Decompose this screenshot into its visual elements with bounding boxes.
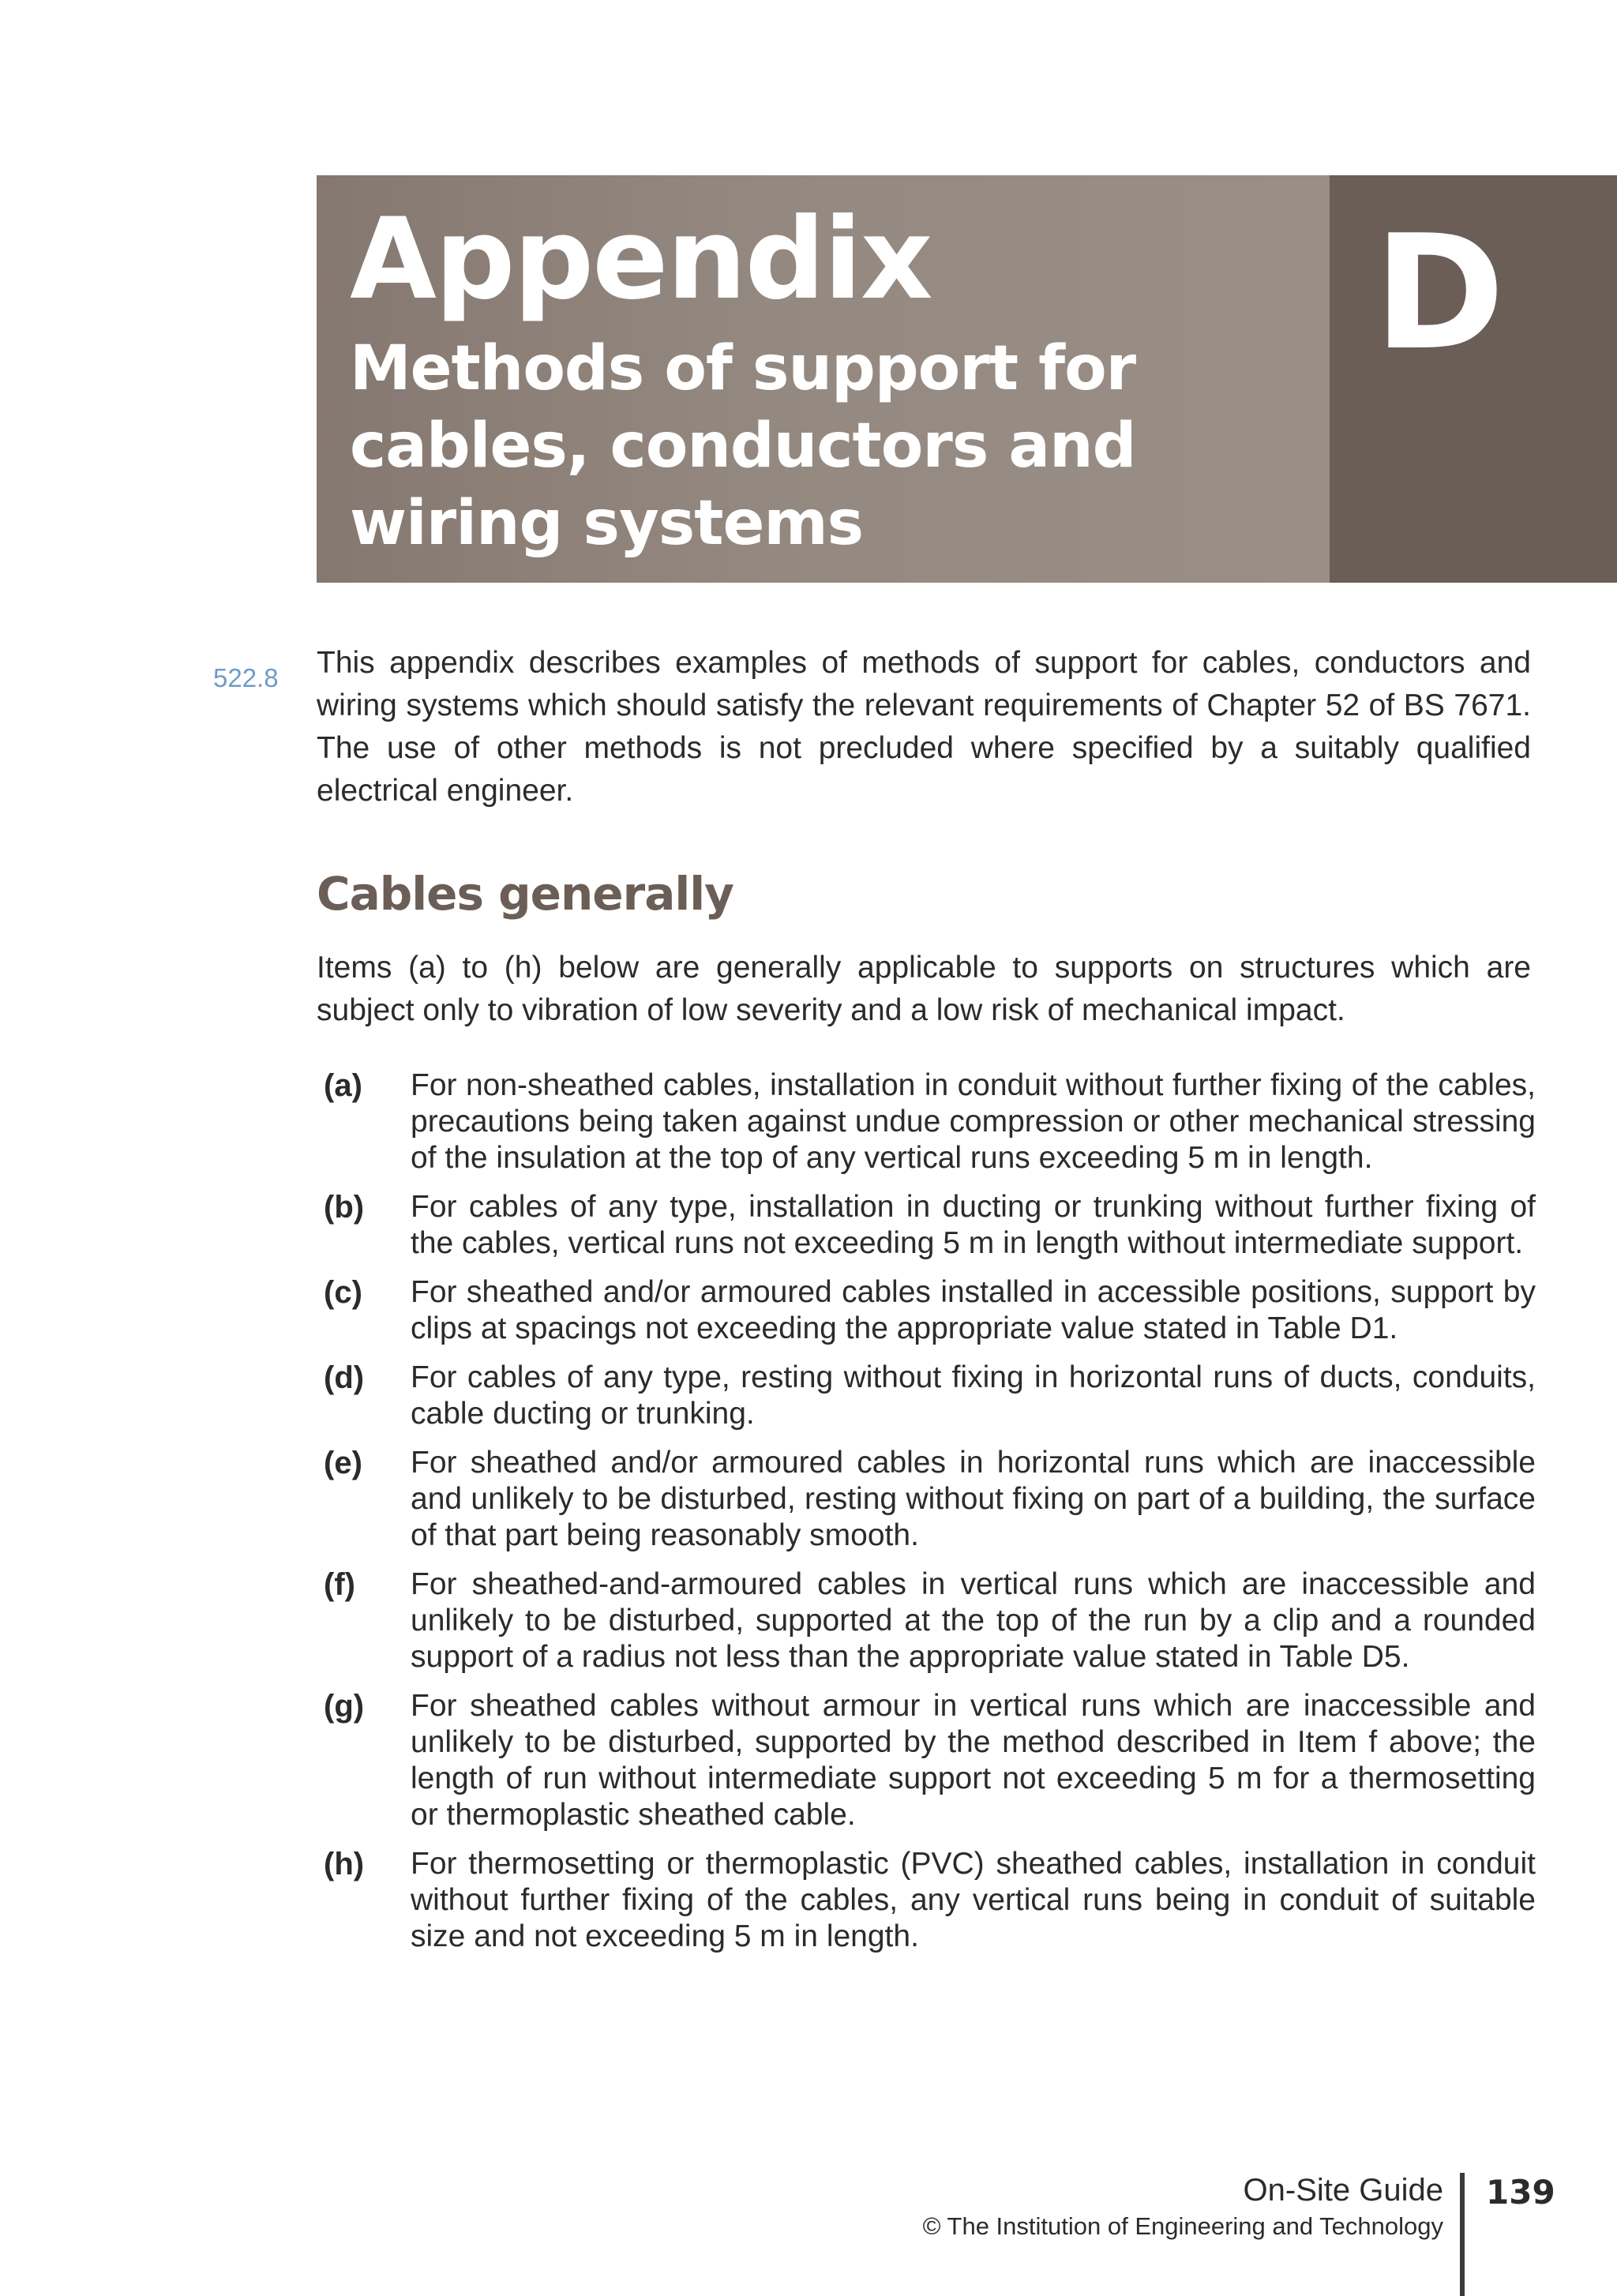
list-item bbox=[324, 1274, 1536, 1347]
list-item-label: (d) bbox=[324, 1360, 365, 1395]
list-item-text: For sheathed and/or armoured cables in horizontal runs which are inaccessible and unlikely to be disturbed, resting without fixing on part of a building, the surface of that part being reasonably smooth. bbox=[411, 1446, 1536, 1552]
list-item-text: For cables of any type, installation in ducting or trunking without further fixing of the cables, vertical runs not exceeding 5 m in length without intermediate support. bbox=[411, 1190, 1536, 1260]
margin-regulation-reference: 522.8 bbox=[213, 663, 279, 692]
list-item-label: (f) bbox=[324, 1567, 355, 1602]
appendix-title: Appendix bbox=[350, 194, 932, 325]
list-item-label: (a) bbox=[324, 1068, 362, 1103]
list-item-label: (c) bbox=[324, 1275, 362, 1310]
list-item-text: For sheathed cables without armour in vertical runs which are inaccessible and unlikely to be disturbed, supported by the method described in Item f above; the length of run without intermediate support not exceeding 5 m for a thermosetting or thermoplastic sheathed cable. bbox=[411, 1689, 1536, 1832]
intro-paragraph: This appendix describes examples of methods of support for cables, conductors and wiring systems which should satisfy the relevant requirements of Chapter 52 of BS 7671. The use of other methods is not precluded where specified by a suitably qualified electrical engineer. bbox=[317, 646, 1531, 808]
page-number: 139 bbox=[1486, 2173, 1555, 2212]
list-item-label: (b) bbox=[324, 1190, 365, 1225]
section-lead-paragraph: Items (a) to (h) below are generally applicable to supports on structures which are subject only to vibration of low severity and a low risk of mechanical impact. bbox=[317, 951, 1531, 1027]
list-item-text: For non-sheathed cables, installation in conduit without further fixing of the cables, precautions being taken against undue compression or other mechanical stressing of the insulation at the top of any vertical runs exceeding 5 m in length. bbox=[411, 1068, 1536, 1175]
footer-divider bbox=[1460, 2173, 1465, 2296]
list-item-text: For sheathed-and-armoured cables in vertical runs which are inaccessible and unlikely to be disturbed, supported at the top of the run by a clip and a rounded support of a radius not less than the appropriate value stated in Table D5. bbox=[411, 1567, 1536, 1674]
section-heading: Cables generally bbox=[317, 867, 733, 921]
footer-guide-title: On-Site Guide bbox=[1243, 2173, 1443, 2208]
list-item bbox=[324, 1360, 1536, 1432]
list-item bbox=[324, 1189, 1536, 1262]
list-item-label: (e) bbox=[324, 1446, 362, 1480]
list-item bbox=[324, 1566, 1536, 1675]
list-item-label: (g) bbox=[324, 1689, 365, 1724]
list-item bbox=[324, 1846, 1536, 1955]
appendix-banner bbox=[317, 175, 1617, 583]
footer-copyright: © The Institution of Engineering and Technology bbox=[922, 2212, 1443, 2240]
list-item bbox=[324, 1688, 1536, 1833]
list-item bbox=[324, 1445, 1536, 1554]
support-methods-list bbox=[324, 1067, 1536, 1968]
banner-letter-panel bbox=[1330, 175, 1617, 583]
appendix-letter: D bbox=[1374, 201, 1506, 385]
list-item-text: For cables of any type, resting without fixing in horizontal runs of ducts, conduits, cable ducting or trunking. bbox=[411, 1360, 1536, 1431]
list-item-text: For thermosetting or thermoplastic (PVC) sheathed cables, installation in conduit without further fixing of the cables, any vertical runs being in conduit of suitable size and not exceeding 5 m in length. bbox=[411, 1847, 1536, 1953]
list-item-text: For sheathed and/or armoured cables installed in accessible positions, support by clips at spacings not exceeding the appropriate value stated in Table D1. bbox=[411, 1275, 1536, 1345]
list-item bbox=[324, 1067, 1536, 1176]
banner-title-panel bbox=[317, 175, 1330, 583]
list-item-label: (h) bbox=[324, 1847, 365, 1881]
appendix-subtitle: Methods of support for cables, conductors and wiring systems bbox=[350, 333, 1136, 559]
